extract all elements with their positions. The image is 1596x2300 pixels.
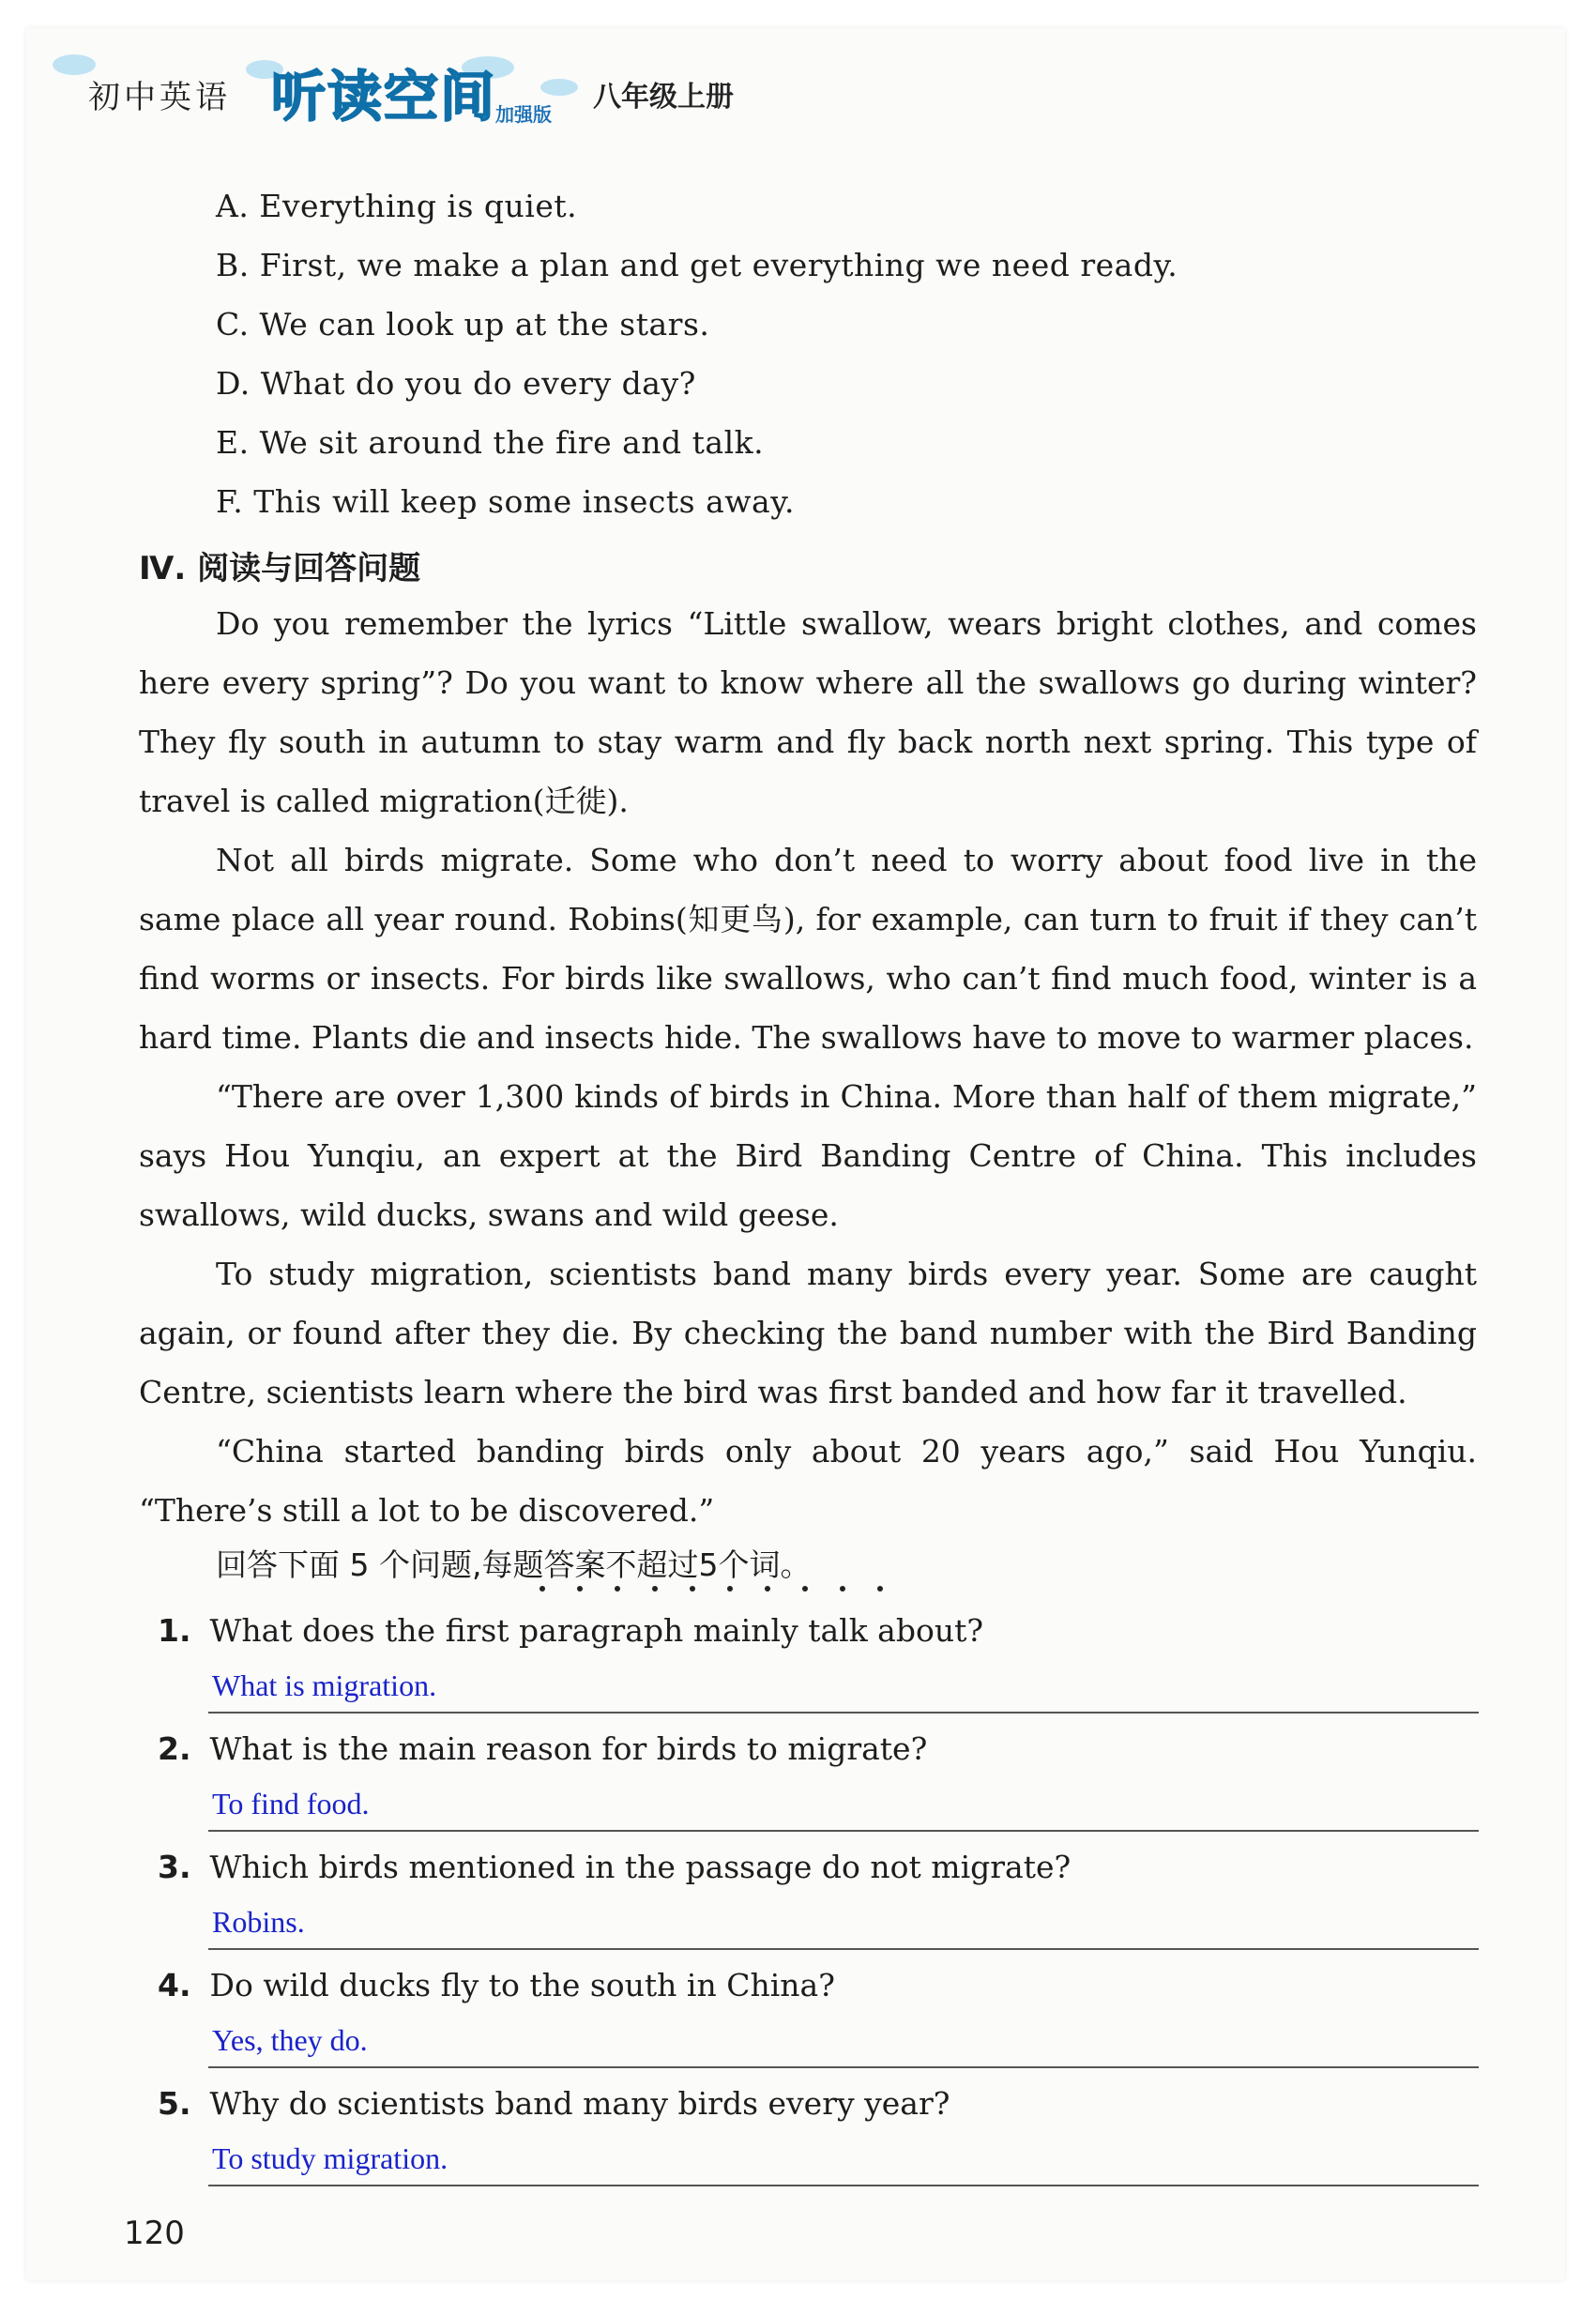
emphasis-dots	[540, 1586, 907, 1593]
question-number: 1.	[158, 1612, 191, 1649]
question-number: 4.	[158, 1967, 191, 2003]
question-text: Why do scientists band many birds every year?	[209, 2085, 950, 2122]
question-number: 5.	[158, 2085, 191, 2122]
page-number: 120	[124, 2215, 185, 2252]
question-number: 3.	[158, 1849, 191, 1885]
answer-line	[208, 2066, 1479, 2068]
answer-1: What is migration.	[212, 1668, 437, 1702]
question-1	[158, 1612, 983, 1649]
option-e: E. We sit around the fire and talk.	[216, 424, 765, 461]
passage-paragraph: Do you remember the lyrics “Little swallow, wears bright clothes, and comes here every spring”? Do you want to know where all the swallows go during winter? They fly south in autumn to stay warm and fly back north next spring. This type of travel is called migration(迁徙).	[139, 605, 1477, 819]
book-header	[49, 41, 893, 145]
answer-line	[208, 1830, 1479, 1832]
course-title: 初中英语	[88, 79, 231, 116]
answer-5: To study migration.	[212, 2141, 448, 2175]
answer-line	[208, 2185, 1479, 2186]
answer-line	[208, 1948, 1479, 1950]
edition-label: 加强版	[495, 103, 552, 126]
answer-line	[208, 1712, 1479, 1714]
option-b: B. First, we make a plan and get everything we need ready.	[216, 247, 1178, 283]
question-2	[158, 1730, 927, 1767]
passage-paragraph: To study migration, scientists band many birds every year. Some are caught again, or found after they die. By checking the band number with the Bird Banding Centre, scientists learn where the bird was first banded and how far it travelled.	[139, 1256, 1477, 1410]
question-text: Do wild ducks fly to the south in China?	[209, 1967, 835, 2003]
question-instruction: 回答下面 5 个问题,每题答案不超过5个词。	[216, 1546, 812, 1583]
reading-passage	[139, 594, 1477, 1540]
passage-paragraph: “China started banding birds only about 20 years ago,” said Hou Yunqiu. “There’s still a lot to be discovered.”	[139, 1433, 1477, 1529]
cloud-decoration	[540, 79, 578, 96]
question-text: What does the first paragraph mainly talk about?	[209, 1612, 984, 1649]
passage-paragraph: Not all birds migrate. Some who don’t need to worry about food live in the same place all year round. Robins(知更鸟), for example, can turn to fruit if they can’t find worms or insects. For birds like swallows, who can’t find much food, winter is a hard time. Plants die and insects hide. The swallows have to move to warmer places.	[139, 842, 1477, 1056]
option-f: F. This will keep some insects away.	[216, 483, 795, 520]
option-a: A. Everything is quiet.	[216, 188, 578, 224]
option-d: D. What do you do every day?	[216, 365, 696, 402]
brand-logo: 听读空间	[271, 65, 497, 129]
question-5	[158, 2085, 950, 2122]
option-c: C. We can look up at the stars.	[216, 306, 710, 343]
passage-paragraph: “There are over 1,300 kinds of birds in China. More than half of them migrate,” says Hou Yunqiu, an expert at the Bird Banding Centre of China. This includes swallows, wild ducks, swans and wild geese.	[139, 1078, 1477, 1233]
question-text: What is the main reason for birds to migrate?	[209, 1730, 928, 1767]
section-title: Ⅳ. 阅读与回答问题	[139, 550, 421, 587]
answer-4: Yes, they do.	[212, 2023, 368, 2057]
question-number: 2.	[158, 1730, 191, 1767]
grade-label: 八年级上册	[593, 81, 734, 114]
answer-2: To find food.	[212, 1787, 370, 1820]
question-text: Which birds mentioned in the passage do not migrate?	[209, 1849, 1072, 1885]
answer-3: Robins.	[212, 1905, 305, 1939]
question-4	[158, 1967, 835, 2003]
question-3	[158, 1849, 1071, 1885]
